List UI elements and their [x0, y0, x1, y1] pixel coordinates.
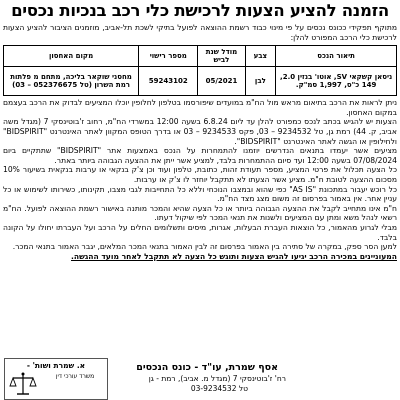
terms-paragraph: כל רוכש יעבור במתכונת "AS IS" כפי שהוא ובמצבו הנוכחי וללא כל התחייבות לגבי מצבו, תקינותו, כשירותו לשימוש או כל עניין אחר. אין באמור בפרסום זה משום מצג מצד הח"מ.: [3, 184, 397, 204]
header-plate: מספר רישוי: [139, 46, 198, 67]
stamp-firm-name: א. שמרת ושות' -: [26, 361, 86, 370]
firm-stamp: [4, 358, 108, 400]
stamp-subtitle: משרד עורכי דין: [55, 373, 95, 380]
scales-logo-icon: [9, 371, 37, 397]
vehicle-table: [3, 45, 397, 96]
cell-year: 05/2021: [198, 67, 245, 96]
signatory-address: רח' ז'בוטינסקי 7 (מגדל מ. אביב), רמת - גן: [148, 374, 286, 383]
header-color: צבע: [245, 46, 276, 67]
cell-location: מחסני שוקאר בליכה, מתחם מ פלתות רמת השרון (טל 052376675 – 03): [4, 67, 139, 96]
table-row: [4, 67, 397, 96]
terms-block: [2, 98, 398, 261]
terms-paragraph: למען הסר ספק, במקרה של סתירה בין האמור בפרסום זה לבין האמור בתנאי המכר המלאים, יגבר האמור בתנאי המכר.: [12, 242, 397, 252]
signatory-phone: טל 03-9234532: [190, 384, 248, 393]
page-title: הזמנה להציע הצעות לרכישת כלי רכב בנכיות נכסים: [11, 1, 389, 20]
header-description: תיאור הנכס: [276, 46, 397, 67]
terms-paragraph: כל הצעה תכלול את פרטי המציע, מספר תעודת זהות, כתובת, טלפון ועוד וכן צ'ק בנקאי או ערבות בנקאית בשיעור 10% מסכום ההצעה לטובת ח"מ. מציע אשר הצעתו לא תתקבל יוחזר לו צ'ק או ערבות.: [3, 165, 397, 184]
notice-page: [2, 0, 398, 400]
cell-description: ניסאן קשקאי SV, אוטו' בנזין 2.0, 149 כ"ס, 1,997 סמ"ק.: [276, 67, 397, 96]
terms-paragraph: ח"מ אינו מתחייב לקבל את ההצעה הגבוהה ביותר או כל הצעה שהיא והמכר מותנה באישור רשמת ההוצאה לפועל. הח"מ רשאי לנהל משא ומתן עם המציעים ולשנות את תנאי המכר לפי שיקול דעתו.: [3, 203, 397, 223]
terms-paragraph: הצעות יש להגיש בכתב לנכס כמפורט להלן עד ליום 6.8.24 בשעה 12:00 במשרדי הח"מ, רחוב ז'בוטינסקי 7 (מגדל משה אביב, ק. 44) רמת גן, טל 9234532 – 03, פקס 9234533 – 03 או בדרך הטופס המקוון לאתר האינטרנט "BIDSPIRIT" ולחילופין או הגשה לאתר האינטרנט "BIDSPIRIT".: [3, 117, 397, 146]
signature-footer: [2, 358, 398, 400]
terms-paragraph: ניתן לראות את הרכב בתיאום מראש מול הח"מ במועדים שיפורסמו בטלפון לחלופין יוכלו המציעים לבדוק את הרכב בעצמם במקום האחסון.: [3, 98, 397, 117]
cell-plate: 59243102: [139, 67, 198, 96]
closing-paragraph: המעוניינים במכירה הרכב יגיעו להגיש הצעות ותוגש כל הצעה לא תתקבל לאחר מועד ההגשה.: [71, 251, 397, 261]
terms-paragraph: מציעים אשר יעמדו בתנאים הנדרשים יוזמנו להתמחרות על הנכס באמצעות אתר "BIDSPIRIT" שתתקיים ביום 07/08/2024 בשעה 12:00 ועד סיום ההתמחרות בלבד, למציע אשר ייתן את ההצעה הגבוהה ביותר באתר.: [3, 146, 397, 165]
header-location: מקום האחסון: [4, 46, 139, 67]
terms-paragraph: מבלי לגרוע מהאמור, כל הוצאות העברת הבעלות, אגרות, מיסים ותשלומים החלים על הרכב ועל העברתו יחולו על הקונה בלבד.: [3, 222, 397, 242]
intro-paragraph: מתוקף תפקידי ככונס נכסים על פי מינוי כבוד רשמת ההוצאה לפועל בתיקי לשכת תל-אביב, מוזמנים הציבור להציע הצעות לרכישת כלי הרכב המפורט להלן:: [3, 23, 397, 42]
signatory-name: אסף שמרת, עו"ד - כונס הנכסים: [136, 362, 278, 373]
header-year: מודל שנת לביש: [198, 46, 245, 67]
table-header-row: [4, 46, 397, 67]
cell-color: לבן: [245, 67, 276, 96]
